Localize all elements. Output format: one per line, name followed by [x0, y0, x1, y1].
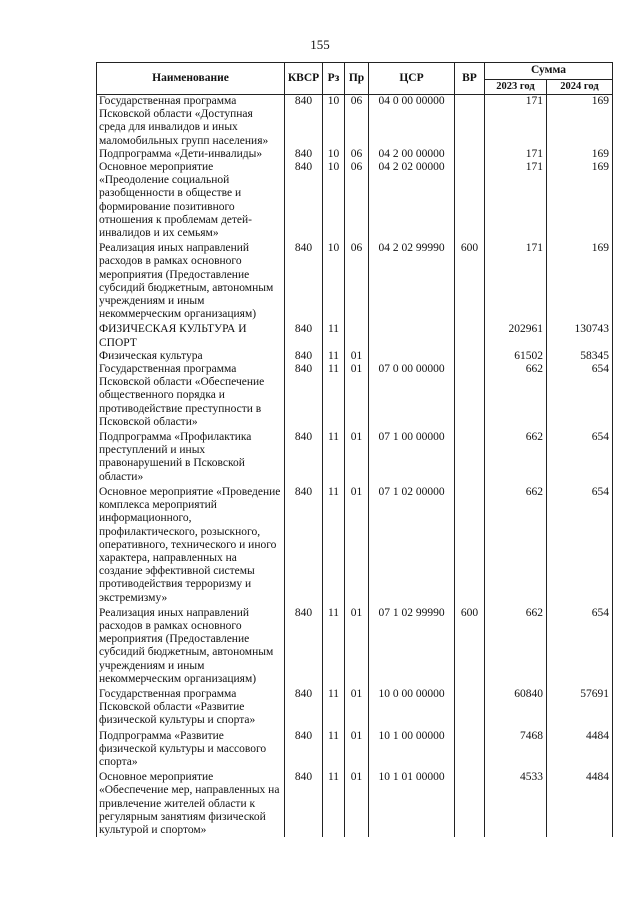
row-rz: 11 [323, 363, 345, 429]
row-name: Подпрограмма «Дети-инвалиды» [97, 148, 285, 161]
header-pr: Пр [345, 63, 369, 95]
table-row [97, 686, 613, 728]
row-rz: 11 [323, 728, 345, 770]
row-sum-2023: 171 [485, 161, 547, 240]
row-pr: 01 [345, 484, 369, 605]
row-pr: 01 [345, 728, 369, 770]
row-sum-2024: 169 [547, 240, 613, 321]
row-name: Государственная программа Псковской области «Развитие физической культуры и спорта» [97, 686, 285, 728]
table-row [97, 769, 613, 837]
row-vr [455, 769, 485, 837]
row-sum-2023: 171 [485, 95, 547, 148]
header-csr: ЦСР [369, 63, 455, 95]
row-kvsr: 840 [285, 148, 323, 161]
table-row [97, 363, 613, 429]
table-row [97, 484, 613, 605]
budget-table [96, 62, 613, 837]
row-csr: 04 2 02 99990 [369, 240, 455, 321]
row-sum-2023: 662 [485, 363, 547, 429]
row-vr [455, 484, 485, 605]
row-csr: 07 1 02 99990 [369, 605, 455, 686]
row-vr [455, 350, 485, 363]
row-kvsr: 840 [285, 769, 323, 837]
row-kvsr: 840 [285, 484, 323, 605]
row-vr [455, 321, 485, 349]
row-sum-2024: 654 [547, 363, 613, 429]
row-name: Реализация иных направлений расходов в рамках основного мероприятия (Предоставление субсидий бюджетным, автономным учреждениям и иным некоммерческим организациям) [97, 605, 285, 686]
row-rz: 10 [323, 161, 345, 240]
row-csr: 10 1 00 00000 [369, 728, 455, 770]
row-rz: 11 [323, 484, 345, 605]
row-rz: 11 [323, 686, 345, 728]
row-csr: 07 1 02 00000 [369, 484, 455, 605]
table-row [97, 240, 613, 321]
row-vr [455, 148, 485, 161]
table-row [97, 321, 613, 349]
row-rz: 10 [323, 95, 345, 148]
row-csr: 04 2 02 00000 [369, 161, 455, 240]
row-pr [345, 321, 369, 349]
row-kvsr: 840 [285, 95, 323, 148]
row-vr [455, 161, 485, 240]
row-name: Подпрограмма «Развитие физической культуры и массового спорта» [97, 728, 285, 770]
row-kvsr: 840 [285, 728, 323, 770]
row-sum-2024: 654 [547, 605, 613, 686]
row-rz: 11 [323, 350, 345, 363]
row-sum-2024: 58345 [547, 350, 613, 363]
row-rz: 10 [323, 240, 345, 321]
row-kvsr: 840 [285, 429, 323, 484]
row-kvsr: 840 [285, 240, 323, 321]
header-sum: Сумма [485, 63, 613, 80]
row-name: Государственная программа Псковской области «Обеспечение общественного порядка и противодействие преступности в Псковской области» [97, 363, 285, 429]
row-sum-2024: 169 [547, 161, 613, 240]
row-rz: 10 [323, 148, 345, 161]
row-pr: 06 [345, 240, 369, 321]
row-csr: 07 1 00 00000 [369, 429, 455, 484]
row-pr: 01 [345, 429, 369, 484]
row-vr [455, 686, 485, 728]
row-name: Физическая культура [97, 350, 285, 363]
row-sum-2023: 171 [485, 148, 547, 161]
row-name: Государственная программа Псковской области «Доступная среда для инвалидов и иных маломобильных групп населения» [97, 95, 285, 148]
row-csr [369, 321, 455, 349]
row-pr: 06 [345, 161, 369, 240]
row-rz: 11 [323, 769, 345, 837]
table-row [97, 728, 613, 770]
row-csr: 04 0 00 00000 [369, 95, 455, 148]
row-sum-2023: 662 [485, 484, 547, 605]
row-sum-2024: 57691 [547, 686, 613, 728]
row-sum-2024: 169 [547, 95, 613, 148]
row-name: ФИЗИЧЕСКАЯ КУЛЬТУРА И СПОРТ [97, 321, 285, 349]
row-pr: 01 [345, 605, 369, 686]
row-csr: 04 2 00 00000 [369, 148, 455, 161]
row-sum-2023: 662 [485, 605, 547, 686]
row-rz: 11 [323, 429, 345, 484]
table-row [97, 148, 613, 161]
row-sum-2024: 654 [547, 429, 613, 484]
row-sum-2023: 61502 [485, 350, 547, 363]
row-vr [455, 363, 485, 429]
row-sum-2023: 4533 [485, 769, 547, 837]
row-csr: 10 1 01 00000 [369, 769, 455, 837]
row-pr: 06 [345, 148, 369, 161]
row-sum-2024: 4484 [547, 769, 613, 837]
row-name: Основное мероприятие «Преодоление социальной разобщенности в обществе и формирование позитивного отношения к проблемам детей-инвалидов и их семьям» [97, 161, 285, 240]
header-year-2024: 2024 год [547, 80, 613, 95]
row-pr: 01 [345, 350, 369, 363]
header-name: Наименование [97, 63, 285, 95]
row-name: Основное мероприятие «Проведение комплекса мероприятий информационного, профилактического, розыскного, оперативного, технического и иного характера, направленных на создание эффективной системы противодействия терроризму и экстремизму» [97, 484, 285, 605]
row-csr: 07 0 00 00000 [369, 363, 455, 429]
row-vr [455, 728, 485, 770]
row-csr: 10 0 00 00000 [369, 686, 455, 728]
row-sum-2023: 60840 [485, 686, 547, 728]
row-csr [369, 350, 455, 363]
row-name: Основное мероприятие «Обеспечение мер, направленных на привлечение жителей области к регулярным занятиям физической культурой и спортом» [97, 769, 285, 837]
row-kvsr: 840 [285, 686, 323, 728]
table-row [97, 350, 613, 363]
table-row [97, 605, 613, 686]
header-rz: Рз [323, 63, 345, 95]
header-kvsr: КВСР [285, 63, 323, 95]
table-row [97, 161, 613, 240]
page-number: 155 [310, 37, 330, 52]
table-row [97, 95, 613, 148]
row-kvsr: 840 [285, 350, 323, 363]
row-vr: 600 [455, 605, 485, 686]
row-kvsr: 840 [285, 161, 323, 240]
row-vr: 600 [455, 240, 485, 321]
row-kvsr: 840 [285, 321, 323, 349]
row-pr: 01 [345, 686, 369, 728]
row-sum-2023: 662 [485, 429, 547, 484]
row-vr [455, 95, 485, 148]
row-name: Реализация иных направлений расходов в рамках основного мероприятия (Предоставление субсидий бюджетным, автономным учреждениям и иным некоммерческим организациям) [97, 240, 285, 321]
row-sum-2024: 4484 [547, 728, 613, 770]
row-sum-2024: 130743 [547, 321, 613, 349]
row-rz: 11 [323, 321, 345, 349]
header-year-2023: 2023 год [485, 80, 547, 95]
row-rz: 11 [323, 605, 345, 686]
row-sum-2023: 171 [485, 240, 547, 321]
row-vr [455, 429, 485, 484]
row-sum-2024: 654 [547, 484, 613, 605]
row-kvsr: 840 [285, 363, 323, 429]
header-vr: ВР [455, 63, 485, 95]
row-pr: 01 [345, 769, 369, 837]
row-pr: 06 [345, 95, 369, 148]
row-pr: 01 [345, 363, 369, 429]
row-sum-2023: 7468 [485, 728, 547, 770]
row-sum-2023: 202961 [485, 321, 547, 349]
table-row [97, 429, 613, 484]
row-sum-2024: 169 [547, 148, 613, 161]
row-kvsr: 840 [285, 605, 323, 686]
row-name: Подпрограмма «Профилактика преступлений и иных правонарушений в Псковской области» [97, 429, 285, 484]
